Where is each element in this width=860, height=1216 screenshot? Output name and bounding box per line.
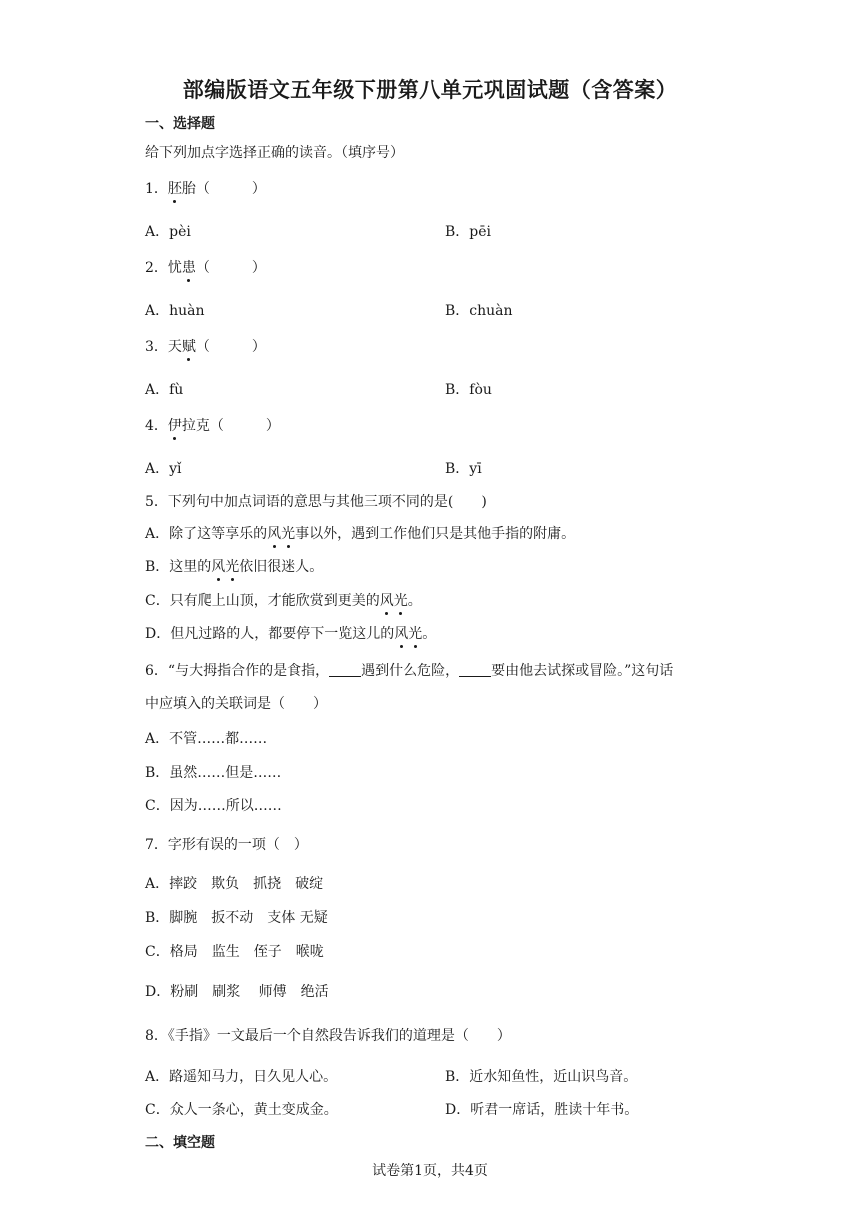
section-heading-fill: 二、填空题: [145, 1135, 215, 1151]
question-8-option-c[interactable]: C．众人一条心，黄土变成金。: [145, 1102, 338, 1118]
question-1-option-a[interactable]: A．pèi: [145, 224, 191, 240]
question-7-option-d[interactable]: D．粉刷 刷浆 师傅 绝活: [145, 984, 329, 1000]
fill-blank[interactable]: [459, 662, 491, 677]
question-5: 5．下列句中加点词语的意思与其他三项不同的是( ): [145, 494, 487, 510]
dotted-char: 赋: [182, 336, 196, 356]
question-2: 2．忧患（ ）: [145, 257, 266, 277]
question-3: 3．天赋（ ）: [145, 336, 266, 356]
question-3-option-b[interactable]: B．fòu: [445, 382, 492, 398]
dotted-char: 伊: [168, 415, 182, 435]
dotted-char: 胚: [168, 178, 182, 198]
question-4-option-a[interactable]: A．yǐ: [145, 461, 182, 477]
question-6-option-a[interactable]: A．不管……都……: [145, 731, 268, 747]
question-6-option-c[interactable]: C．因为……所以……: [145, 798, 282, 814]
fill-blank[interactable]: [329, 662, 361, 677]
question-6: 6．“与大拇指合作的是食指， 遇到什么危险， 要由他去试探或冒险。”这句话: [145, 663, 674, 679]
question-7-option-b[interactable]: B．脚腕 扳不动 支体 无疑: [145, 910, 328, 926]
question-5-option-c[interactable]: C．只有爬上山顶，才能欣赏到更美的风光。: [145, 590, 422, 610]
question-8-option-d[interactable]: D．听君一席话，胜读十年书。: [445, 1102, 639, 1118]
question-7-option-c[interactable]: C．格局 监生 侄子 喉咙: [145, 944, 324, 960]
question-3-option-a[interactable]: A．fù: [145, 382, 184, 398]
dotted-char: 患: [182, 257, 196, 277]
question-8-option-b[interactable]: B．近水知鱼性，近山识鸟音。: [445, 1069, 638, 1085]
instruction-text: 给下列加点字选择正确的读音。（填序号）: [145, 145, 404, 161]
question-8: 8．《手指》一文最后一个自然段告诉我们的道理是（ ）: [145, 1028, 511, 1044]
question-8-option-a[interactable]: A．路遥知马力，日久见人心。: [145, 1069, 338, 1085]
question-1-option-b[interactable]: B．pēi: [445, 224, 492, 240]
question-5-option-a[interactable]: A．除了这等享乐的风光事以外，遇到工作他们只是其他手指的附庸。: [145, 523, 575, 543]
question-4-option-b[interactable]: B．yī: [445, 461, 482, 477]
question-7: 7．字形有误的一项（ ）: [145, 837, 308, 853]
question-7-option-a[interactable]: A．摔跤 欺负 抓挠 破绽: [145, 876, 324, 892]
question-1: 1．胚胎（ ）: [145, 178, 266, 198]
question-6-option-b[interactable]: B．虽然……但是……: [145, 765, 282, 781]
question-6-line-2: 中应填入的关联词是（ ）: [145, 696, 327, 712]
page-footer: 试卷第1页，共4页: [372, 1163, 488, 1179]
question-2-option-a[interactable]: A．huàn: [145, 303, 205, 319]
section-heading-choice: 一、选择题: [145, 116, 215, 132]
question-5-option-d[interactable]: D．但凡过路的人，都要停下一览这儿的风光。: [145, 623, 436, 643]
question-4: 4．伊拉克（ ）: [145, 415, 280, 435]
page-title: 部编版语文五年级下册第八单元巩固试题（含答案）: [182, 78, 678, 102]
question-5-option-b[interactable]: B．这里的风光依旧很迷人。: [145, 556, 323, 576]
question-2-option-b[interactable]: B．chuàn: [445, 303, 513, 319]
